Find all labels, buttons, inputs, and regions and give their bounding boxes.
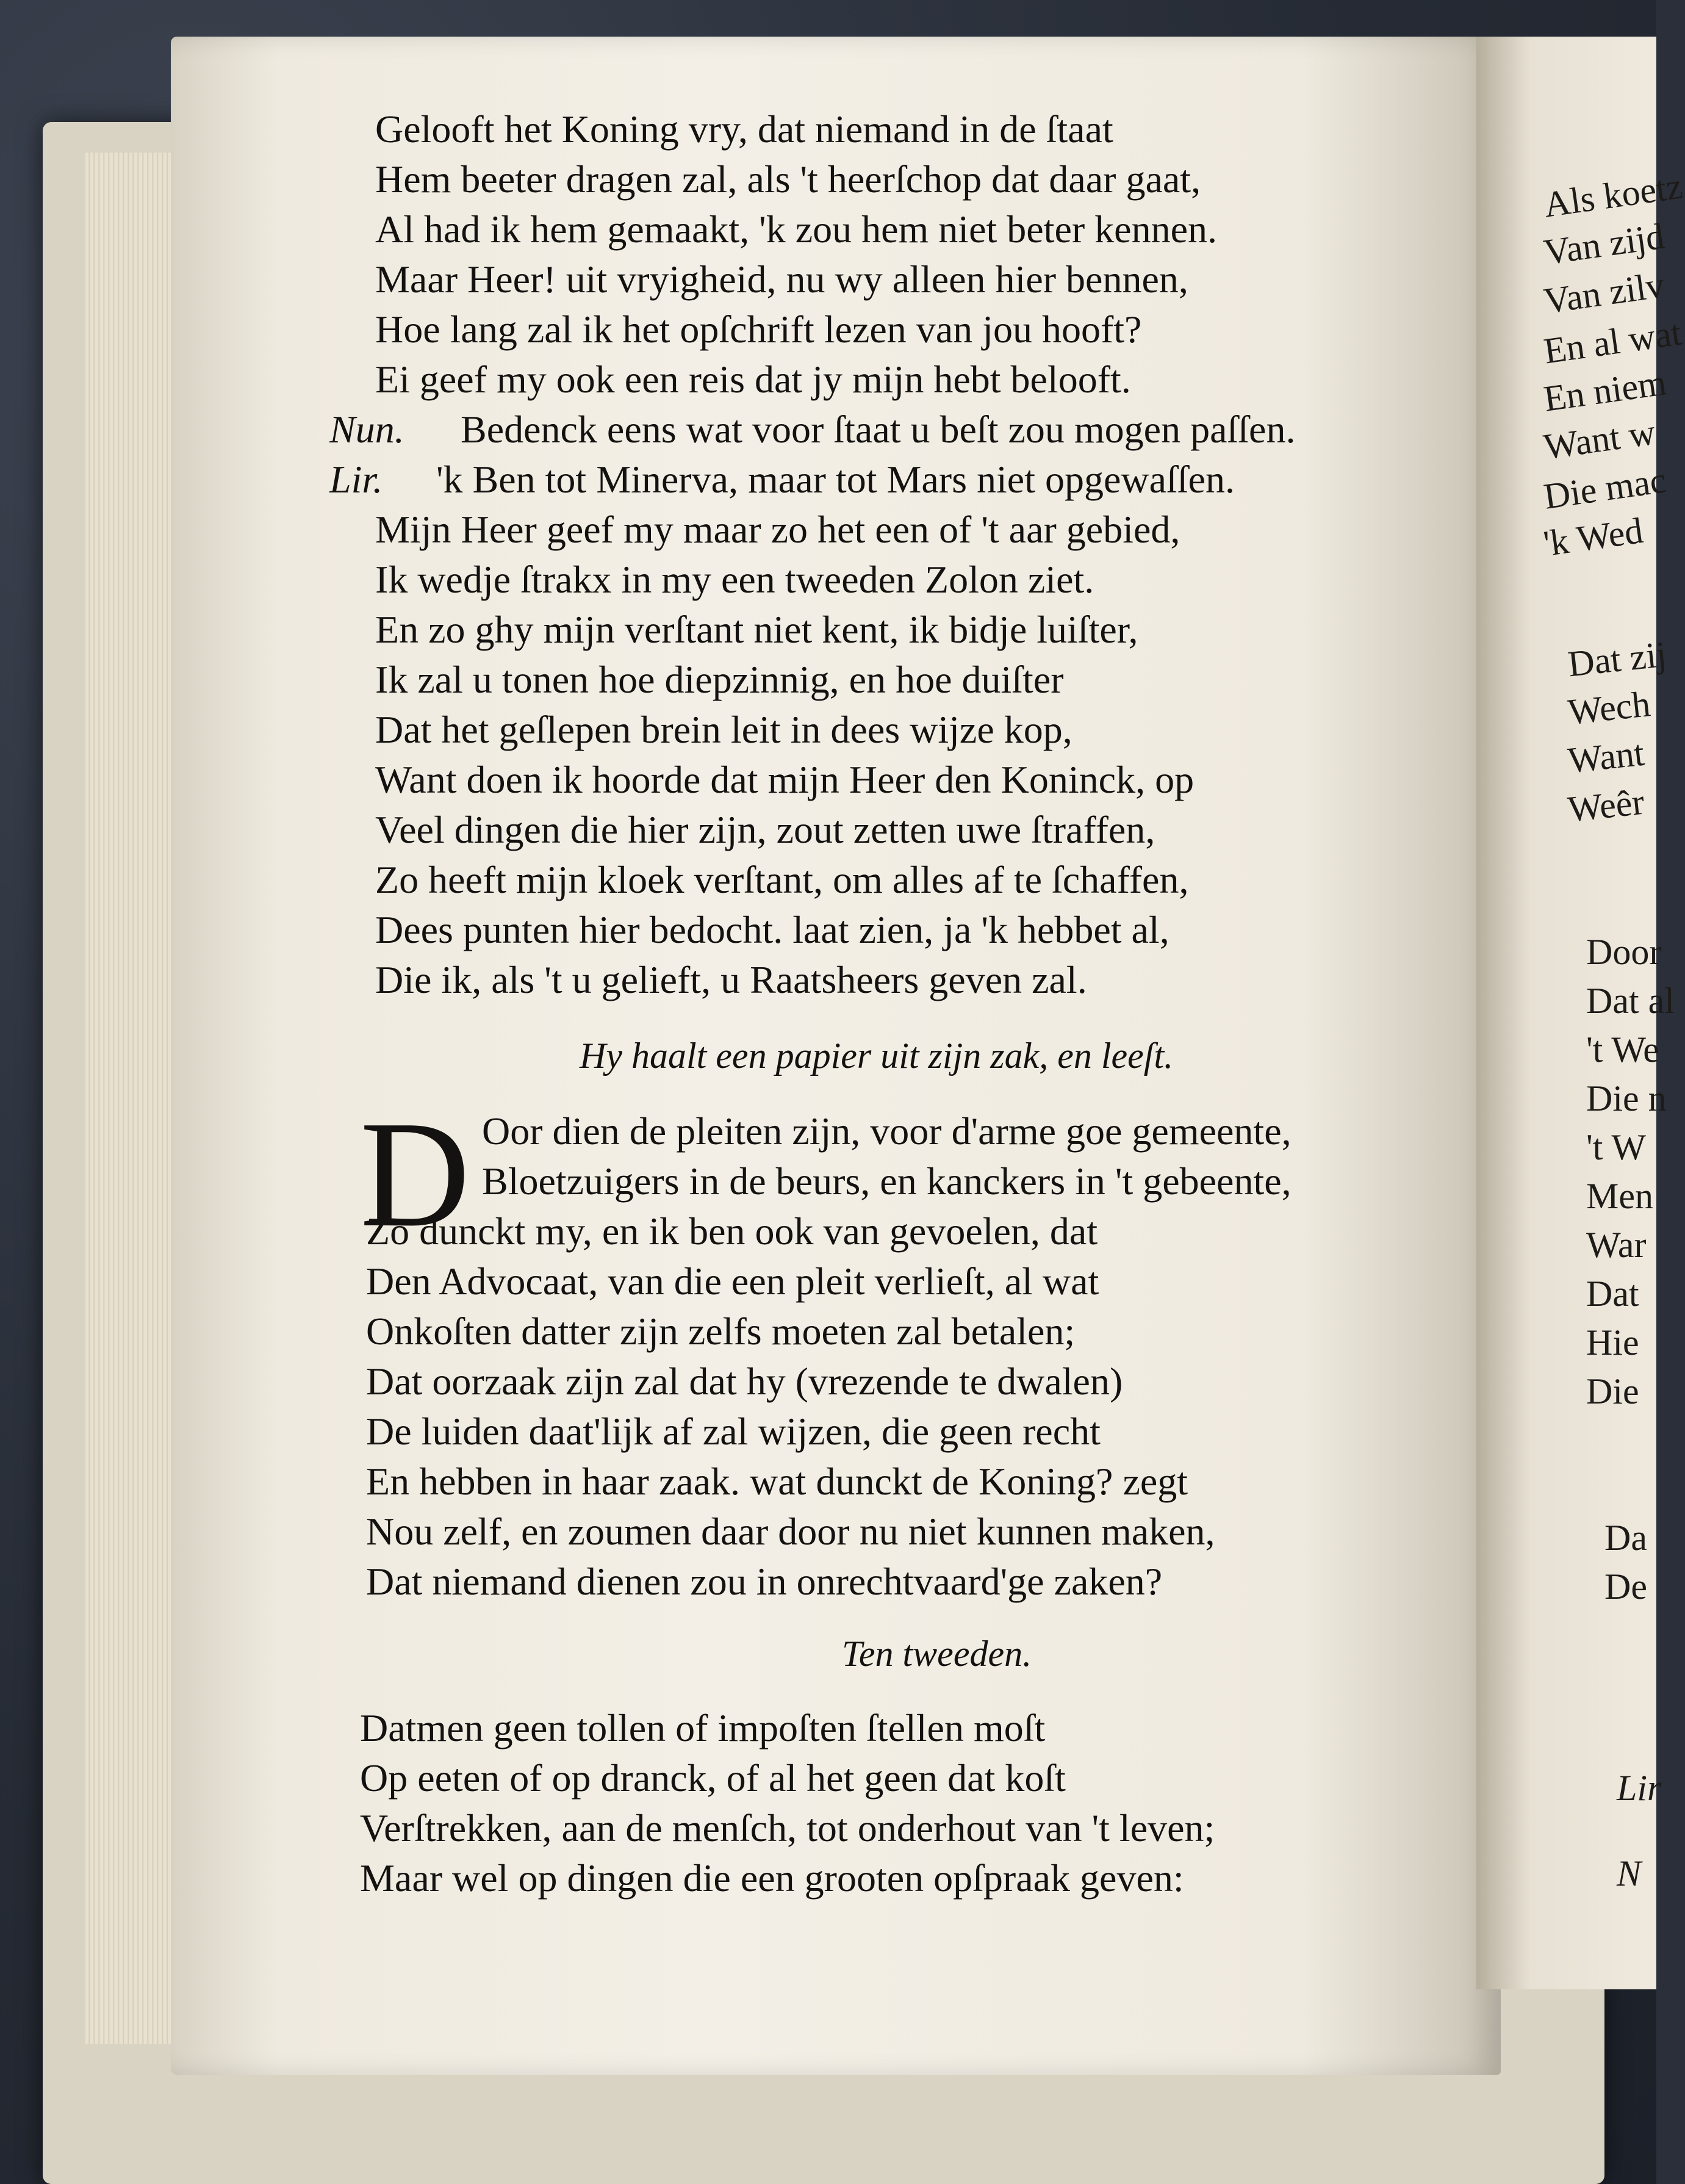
right-fragment: Hie: [1586, 1322, 1639, 1363]
right-fragment: Die: [1586, 1371, 1639, 1411]
right-fragment: Dat al: [1586, 981, 1675, 1021]
dialogue-text: 'k Ben tot Minerva, maar tot Mars niet opgewaſſen.: [436, 458, 1235, 501]
second-line: Op eeten of op dranck, of al het geen dat koſt: [360, 1756, 1066, 1800]
speech-line: Want doen ik hoorde dat mijn Heer den Koninck, op: [375, 758, 1195, 801]
right-fragment: 't We: [1586, 1029, 1659, 1070]
speech-line: Ik wedje ſtrakx in my een tweeden Zolon ziet.: [375, 558, 1094, 601]
verse-line: Maar Heer! uit vryigheid, nu wy alleen hier bennen,: [375, 258, 1188, 301]
dialogue-text: Bedenck eens wat voor ſtaat u beſt zou mogen paſſen.: [461, 408, 1296, 451]
speaker-label: Nun.: [329, 408, 404, 451]
verse-line: Gelooft het Koning vry, dat niemand in de ſtaat: [375, 107, 1113, 151]
right-fragment: Want w: [1541, 411, 1658, 467]
paper-line: Den Advocaat, van die een pleit verlieſt, al wat: [366, 1260, 1099, 1303]
right-fragment: Door: [1586, 932, 1662, 972]
paper-line: Dat oorzaak zijn zal dat hy (vrezende te dwalen): [366, 1360, 1123, 1403]
speaker-label: Lir.: [329, 458, 383, 501]
speech-line: Dees punten hier bedocht. laat zien, ja 'k hebbet al,: [375, 908, 1169, 951]
right-fragment: Van zilv: [1541, 264, 1667, 322]
right-fragment: Die mac: [1541, 460, 1669, 517]
right-fragment: Dat: [1586, 1274, 1639, 1314]
right-fragment: War: [1586, 1225, 1647, 1265]
right-fragment: N: [1617, 1853, 1642, 1894]
verse-line: Hem beeter dragen zal, als 't heerſchop dat daar gaat,: [375, 157, 1201, 201]
paper-line: Dat niemand dienen zou in onrechtvaard'ge zaken?: [366, 1560, 1163, 1603]
right-fragment: Wech: [1565, 683, 1653, 732]
speech-line: Ik zal u tonen hoe diepzinnig, en hoe duiſter: [375, 658, 1064, 701]
paper-line: Onkoſten datter zijn zelfs moeten zal betalen;: [366, 1310, 1076, 1353]
right-fragment: 't W: [1586, 1127, 1647, 1167]
right-fragment: Weêr: [1565, 781, 1647, 830]
verse-line: Hoe lang zal ik het opſchrift lezen van jou hooft?: [375, 308, 1142, 351]
right-fragment: Dat zij: [1565, 633, 1669, 685]
drop-cap: D: [360, 1090, 470, 1259]
speech-line: Veel dingen die hier zijn, zout zetten uwe ſtraffen,: [375, 808, 1155, 851]
paper-line: De luiden daat'lijk af zal wijzen, die geen recht: [366, 1410, 1101, 1453]
right-fragment: Van zijd: [1541, 215, 1667, 273]
right-fragment: 'k Wed: [1541, 510, 1645, 564]
right-fragment: Die n: [1586, 1078, 1667, 1119]
second-line: Datmen geen tollen of impoſten ſtellen moſt: [360, 1706, 1046, 1750]
speech-line: Die ik, als 't u gelieft, u Raatsheers geven zal.: [375, 958, 1087, 1001]
right-fragment: Da: [1604, 1518, 1647, 1558]
speech-line: Zo heeft mijn kloek verſtant, om alles af te ſchaffen,: [375, 858, 1189, 901]
right-fragment: En al wat: [1541, 312, 1684, 372]
paper-line: Oor dien de pleiten zijn, voor d'arme goe gemeente,: [482, 1109, 1292, 1153]
right-page: [1476, 37, 1685, 1989]
right-fragment: Want: [1565, 732, 1647, 781]
paper-line: Nou zelf, en zoumen daar door nu niet kunnen maken,: [366, 1510, 1215, 1553]
paper-line: Zo dunckt my, en ik ben ook van gevoelen, dat: [366, 1209, 1098, 1253]
right-fragment: Men: [1586, 1176, 1653, 1216]
section-heading: Ten tweeden.: [842, 1634, 1032, 1674]
right-fragment: En niem: [1541, 362, 1669, 419]
speech-line: Dat het geſlepen brein leit in dees wijze kop,: [375, 708, 1072, 751]
right-fragment: Als koetz: [1541, 165, 1685, 225]
verse-line: Ei geef my ook een reis dat jy mijn hebt belooft.: [375, 358, 1131, 401]
paper-line: En hebben in haar zaak. wat dunckt de Koning? zegt: [366, 1460, 1188, 1503]
stage-direction: Hy haalt een papier uit zijn zak, en leeſt.: [580, 1036, 1174, 1076]
verse-line: Al had ik hem gemaakt, 'k zou hem niet beter kennen.: [375, 207, 1217, 251]
second-line: Verſtrekken, aan de menſch, tot onderhout van 't leven;: [360, 1806, 1215, 1850]
right-fragment: De: [1604, 1566, 1647, 1607]
paper-line: Bloetzuigers in de beurs, en kanckers in 't gebeente,: [482, 1159, 1292, 1203]
second-line: Maar wel op dingen die een grooten opſpraak geven:: [360, 1856, 1184, 1900]
speech-line: Mijn Heer geef my maar zo het een of 't aar gebied,: [375, 508, 1180, 551]
speech-line: En zo ghy mijn verſtant niet kent, ik bidje luiſter,: [375, 608, 1138, 651]
right-fragment: Lir: [1617, 1768, 1662, 1808]
